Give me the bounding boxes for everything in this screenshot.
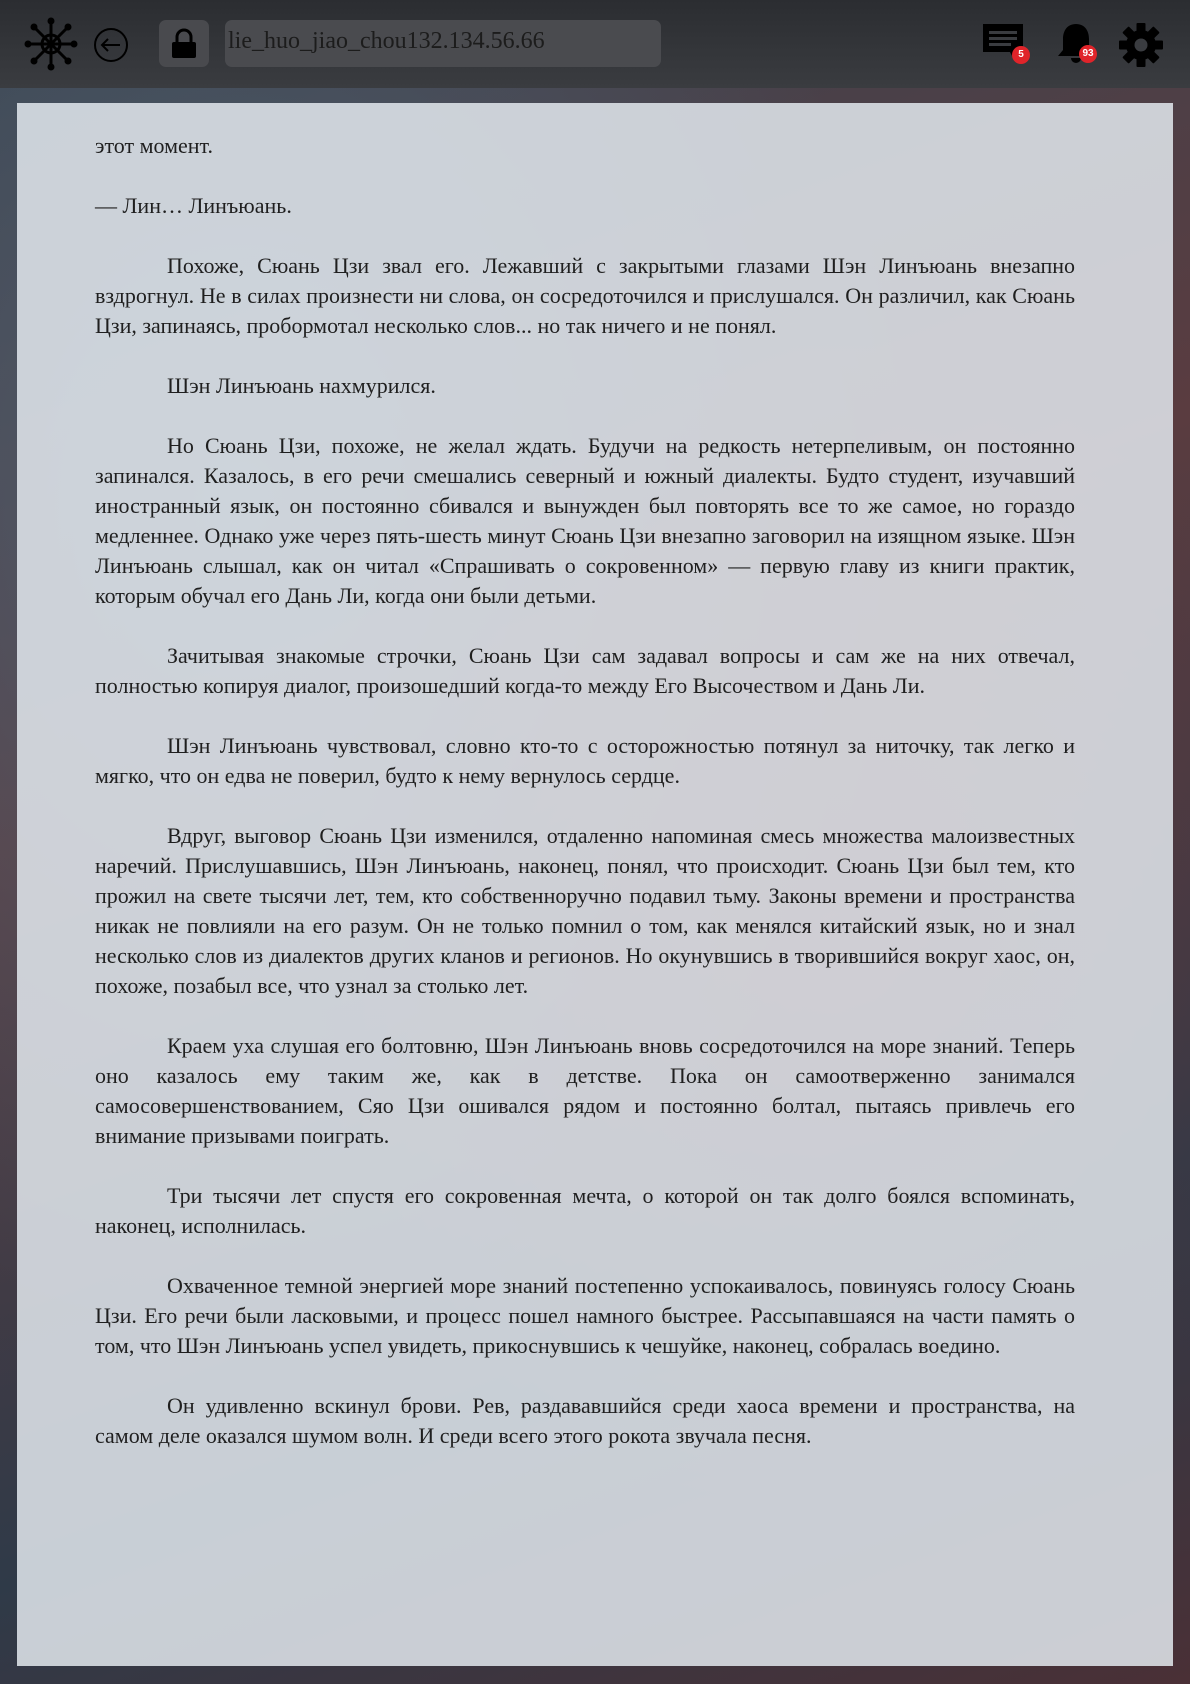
paragraph-10: Три тысячи лет спустя его сокровенная мечта, о которой он так долго боялся вспоминать, наконец, исполнилась. [95,1183,1075,1238]
network-logo-icon[interactable] [24,17,78,71]
paragraph-12: Он удивленно вскинул брови. Рев, раздававшийся среди хаоса времени и пространства, на самом деле оказался шумом волн. И среди всего этого рокота звучала песня. [95,1393,1075,1448]
lock-button[interactable] [159,20,209,67]
messages-count-badge: 5 [1012,46,1030,64]
paragraph-6: Зачитывая знакомые строчки, Сюань Цзи сам задавал вопросы и сам же на них отвечал, полностью копируя диалог, произошедший когда-то между Его Высочеством и Дань Ли. [95,643,1075,698]
paragraph-1: этот момент. [95,133,214,158]
top-toolbar [0,0,1190,88]
address-field[interactable]: lie_huo_jiao_chou132.134.56.66 [225,20,661,67]
paragraph-9: Краем уха слушая его болтовню, Шэн Линъюань вновь сосредоточился на море знаний. Теперь оно казалось ему таким же, как в детстве. Пока он самоотверженно занимался самосовершенствованием, Сяо Цзи ошивался рядом и постоянно болтал, пытаясь привлечь его внимание призывами поиграть. [95,1033,1075,1148]
settings-button[interactable] [1118,22,1168,72]
lock-icon [169,28,199,60]
reading-panel[interactable] [17,103,1173,1666]
gear-icon [1118,22,1164,68]
paragraph-5: Но Сюань Цзи, похоже, не желал ждать. Будучи на редкость нетерпеливым, он постоянно запинался. Казалось, в его речи смешались северный и южный диалекты. Будто студент, изучавший иностранный язык, он постоянно сбивался и вынужден был повторять все то же самое, но гораздо медленнее. Однако уже через пять-шесть минут Сюань Цзи внезапно заговорил на изящном языке. Шэн Линъюань слышал, как он читал «Спрашивать о сокровенном» — первую главу из книги практик, которым обучал его Дань Ли, когда они были детьми. [95,433,1075,608]
back-button[interactable] [93,27,129,63]
paragraph-4: Шэн Линъюань нахмурился. [167,373,436,398]
paragraph-7: Шэн Линъюань чувствовал, словно кто-то с осторожностью потянул за ниточку, так легко и мягко, что он едва не поверил, будто к нему вернулось сердце. [95,733,1075,788]
paragraph-3: Похоже, Сюань Цзи звал его. Лежавший с закрытыми глазами Шэн Линъюань внезапно вздрогнул. Не в силах произнести ни слова, он сосредоточился и прислушался. Он различил, как Сюань Цзи, запинаясь, пробормотал несколько слов... но так ничего и не понял. [95,253,1075,338]
paragraph-11: Охваченное темной энергией море знаний постепенно успокаивалось, повинуясь голосу Сюань Цзи. Его речи были ласковыми, и процесс пошел намного быстрее. Рассыпавшаяся на части память о том, что Шэн Линъюань успел увидеть, прикоснувшись к чешуйке, наконец, собралась воедино. [95,1273,1075,1358]
paragraph-2: — Лин… Линъюань. [95,193,292,218]
notifications-button[interactable] [1053,20,1103,70]
messages-button[interactable] [980,20,1030,70]
arrow-left-icon [93,27,129,63]
notifications-count-badge: 93 [1079,45,1097,63]
paragraph-8: Вдруг, выговор Сюань Цзи изменился, отдаленно напоминая смесь множества малоизвестных наречий. Прислушавшись, Шэн Линъюань, наконец, понял, что происходит. Сюань Цзи был тем, кто прожил на свете тысячи лет, тем, кто собственноручно подавил тьму. Законы времени и пространства никак не повлияли на его разум. Он не только помнил о том, как менялся китайский язык, но и знал несколько слов из диалектов других кланов и регионов. Но окунувшись в творившийся вокруг хаос, он, похоже, позабыл все, что узнал за столько лет. [95,823,1075,998]
